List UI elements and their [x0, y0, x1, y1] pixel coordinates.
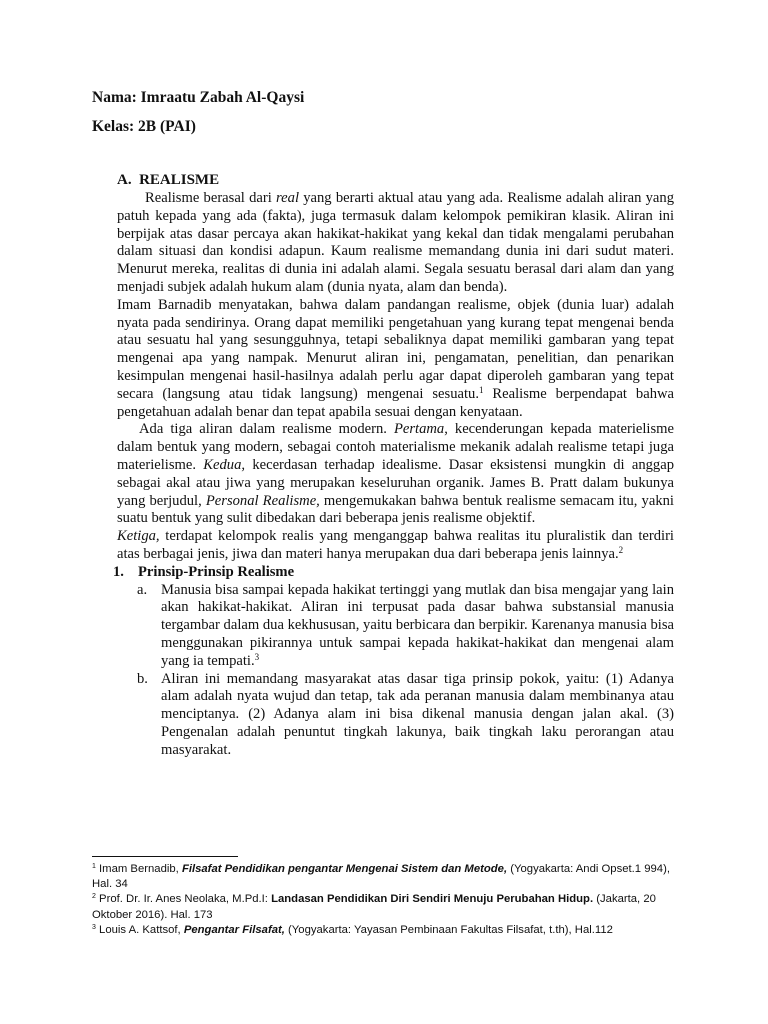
term-real: real	[276, 190, 299, 206]
text-run: Imam Bernadib,	[95, 863, 182, 875]
text-run: (Yogyakarta: Andi Opset.1 994), Hal. 34	[92, 863, 670, 891]
footnote-separator	[92, 856, 238, 857]
term-pertama: Pertama	[393, 421, 445, 438]
subsection-title: Prinsip-Prinsip Realisme	[138, 563, 295, 580]
text-run: Ada tiga aliran dalam realisme modern.	[139, 421, 394, 438]
list-marker: b.	[137, 670, 148, 687]
text-run: mengemukakan bahwa bentuk realisme semacam itu, yakni suatu bentuk yang sulit dibedakan dari beberapa jenis realisme objektif.	[117, 492, 674, 527]
term-ketiga: Ketiga,	[117, 528, 160, 545]
paragraph-4	[117, 528, 674, 564]
list-item-text: Aliran ini memandang masyarakat atas dasar tiga prinsip pokok, yaitu: (1) Adanya alam adalah nyata wujud dan tetap, tak ada peranan manusia dalam membinanya atau menciptanya. (2) Adanya alam ini bisa dikenal manusia dengan jalan akal. (3) Pengenalan adalah penuntut tingkah lakunya, baik tingkah laku perorangan atau masyarakat.	[161, 670, 674, 758]
subsection-heading	[113, 564, 674, 582]
text-run: (Yogyakarta: Yayasan Pembinaan Fakultas Filsafat, t.th), Hal.112	[284, 923, 613, 936]
footnote-number: 3	[92, 923, 96, 931]
footnotes	[92, 862, 682, 938]
section-body	[113, 190, 675, 760]
paragraph-3	[117, 421, 674, 528]
section-title: A. REALISME	[117, 172, 220, 188]
student-class: Kelas: 2B (PAI)	[92, 118, 196, 135]
footnote-3	[92, 923, 682, 938]
subsection-number: 1.	[113, 563, 124, 580]
footnote-ref-3: 3	[254, 651, 260, 662]
footnote-1	[92, 862, 682, 892]
footnote-number: 2	[92, 893, 96, 901]
paragraph-2	[117, 297, 674, 422]
text-run: Imam Barnadib menyatakan, bahwa dalam pandangan realisme, objek (dunia luar) adalah nyata pada sendirinya. Orang dapat memiliki pengetahuan yang kurang tepat mengenai benda atau sesuatu hal yang sesungguhnya, tetapi sebaliknya dapat memiliki gambaran yang tepat mengenai apa yang nampak. Menurut aliran ini, pengamatan, penelitian, dan penarikan kesimpulan mengenai hasil-hasilnya adalah perlu agar dapat diperoleh gambaran yang tepat secara (langsung atau tidak langsung) mengenai sesuatu.	[117, 296, 674, 402]
list-item	[117, 582, 674, 671]
book-title-personal-realisme: Personal Realisme,	[205, 492, 320, 509]
paragraph-1	[117, 190, 674, 297]
footnote-title: Pengantar Filsafat,	[183, 923, 285, 936]
footnote-ref-1: 1	[479, 384, 484, 395]
term-kedua: Kedua,	[203, 456, 246, 473]
text-run: Realisme berpendapat bahwa pengetahuan adalah benar dan tepat apabila sesuai dengan kenyataan.	[117, 385, 675, 420]
footnote-2	[92, 892, 682, 922]
text-run: (Jakarta, 20 Oktober 2016). Hal. 173	[92, 893, 656, 921]
text-run: yang berarti aktual atau yang ada. Realisme adalah aliran yang patuh kepada yang ada (fakta), juga termasuk dalam kelompok pemikiran klasik. Aliran ini berpijak atas dasar percaya akan hakikat-hakikat yang kekal dan tidak mengalami perubahan dalam situasi dan kondisi adapun. Kaum realisme memandang dunia ini dari sudut materi. Menurut mereka, realitas di dunia ini adalah alami. Segala sesuatu berasal dari alam dan yang menjadi subjek adalah hukum alam (dunia nyata, alam dan benda).	[117, 190, 675, 295]
footnote-title: Filsafat Pendidikan pengantar Mengenai Sistem dan Metode,	[181, 863, 508, 875]
list-item-text	[161, 582, 674, 671]
footnote-title: Landasan Pendidikan Diri Sendiri Menuju Perubahan Hidup.	[271, 893, 594, 906]
text-run: terdapat kelompok realis yang menganggap bahwa realitas itu pluralistik dan terdiri atas berbagai jenis, jiwa dan materi hanya merupakan dua dari beberapa jenis lainnya.	[117, 528, 674, 562]
text-run: Manusia bisa sampai kepada hakikat tertinggi yang mutlak dan bisa mengajar yang lain akan hakikat-hakikat. Aliran ini terpusat pada dasar bahwa substansial manusia tergambar dalam dua kekhususan, yaitu berbicara dan berpikir. Karenanya manusia bisa menggunakan pikirannya untuk sampai kepada hakikat-hakikat dan mengenai alam yang ia tempati.	[161, 581, 674, 669]
footnote-ref-2: 2	[618, 544, 624, 555]
text-run: Louis A. Kattsof,	[95, 923, 184, 936]
list-item	[117, 671, 674, 760]
text-run: , kecenderungan kepada materielisme dalam bentuk yang modern, sebagai contoh materialisme mekanik adalah realisme tetapi juga materielisme.	[117, 421, 674, 473]
text-run: kecerdasan terhadap idealisme. Dasar eksistensi mungkin di anggap sebagai akal atau jiwa yang merupakan keseluruhan organik. James B. Pratt dalam bukunya yang berjudul,	[117, 456, 675, 509]
text-run: Prof. Dr. Ir. Anes Neolaka, M.Pd.I:	[95, 893, 272, 906]
list-marker: a.	[137, 581, 148, 598]
text-run: Realisme berasal dari	[145, 190, 277, 206]
footnote-number: 1	[92, 863, 96, 870]
student-name: Nama: Imraatu Zabah Al-Qaysi	[92, 89, 305, 106]
